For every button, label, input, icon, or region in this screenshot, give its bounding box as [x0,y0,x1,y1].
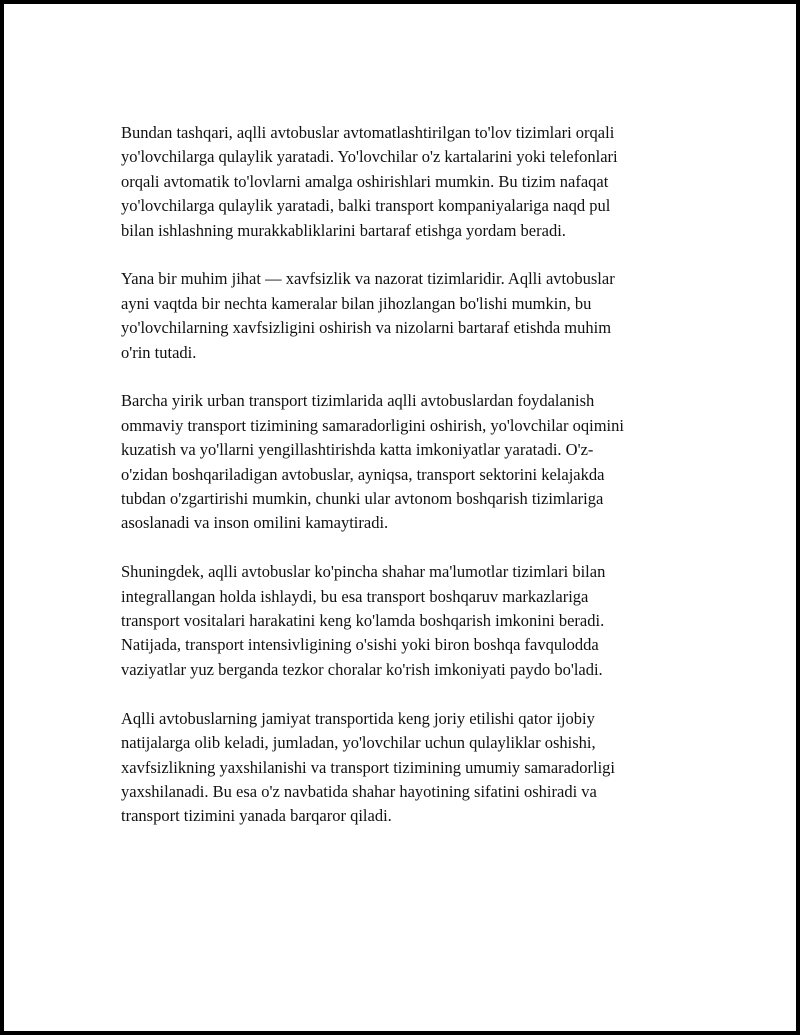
paragraph-data-integration: Shuningdek, aqlli avtobuslar ko'pincha shahar ma'lumotlar tizimlari bilan integrallangan holda ishlaydi, bu esa transport boshqaruv markazlariga transport vositalari harakatini keng ko'lamda boshqarish imkonini beradi. Natijada, transport intensivligining o'sishi yoki biron boshqa favqulodda vaziyatlar yuz berganda tezkor choralar ko'rish imkoniyati paydo bo'ladi. [121,562,606,679]
document-body [121,121,701,853]
paragraph-urban-transport: Barcha yirik urban transport tizimlarida aqlli avtobuslardan foydalanish ommaviy transport tizimining samaradorligini oshirish, yo'lovchilar oqimini kuzatish va yo'llarni yengillashtirishda katta imkoniyatlar yaratadi. O'z- o'zidan boshqariladigan avtobuslar, ayniqsa, transport sektorini kelajakda tubdan o'zgartirishi mumkin, chunki ular avtonom boshqarish tizimlariga asoslanadi va inson omilini kamaytiradi. [121,391,624,533]
paragraph-payment-systems: Bundan tashqari, aqlli avtobuslar avtomatlashtirilgan to'lov tizimlari orqali yo'lovchilarga qulaylik yaratadi. Yo'lovchilar o'z kartalarini yoki telefonlari orqali avtomatik to'lovlarni amalga oshirishlari mumkin. Bu tizim nafaqat yo'lovchilarga qulaylik yaratadi, balki transport kompaniyalariga naqd pul bilan ishlashning murakkabliklarini bartaraf etishga yordam beradi. [121,123,618,240]
paragraph-conclusion: Aqlli avtobuslarning jamiyat transportida keng joriy etilishi qator ijobiy natijalarga olib keladi, jumladan, yo'lovchilar uchun qulayliklar oshishi, xavfsizlikning yaxshilanishi va transport tizimining umumiy samaradorligi yaxshilanadi. Bu esa o'z navbatida shahar hayotining sifatini oshiradi va transport tizimini yanada barqaror qiladi. [121,708,616,826]
paragraph-security-systems: Yana bir muhim jihat — xavfsizlik va nazorat tizimlaridir. Aqlli avtobuslar ayni vaqtda bir nechta kameralar bilan jihozlangan bo'lishi mumkin, bu yo'lovchilarning xavfsizligini oshirish va nizolarni bartaraf etishda muhim o'rin tutadi. [121,269,615,362]
